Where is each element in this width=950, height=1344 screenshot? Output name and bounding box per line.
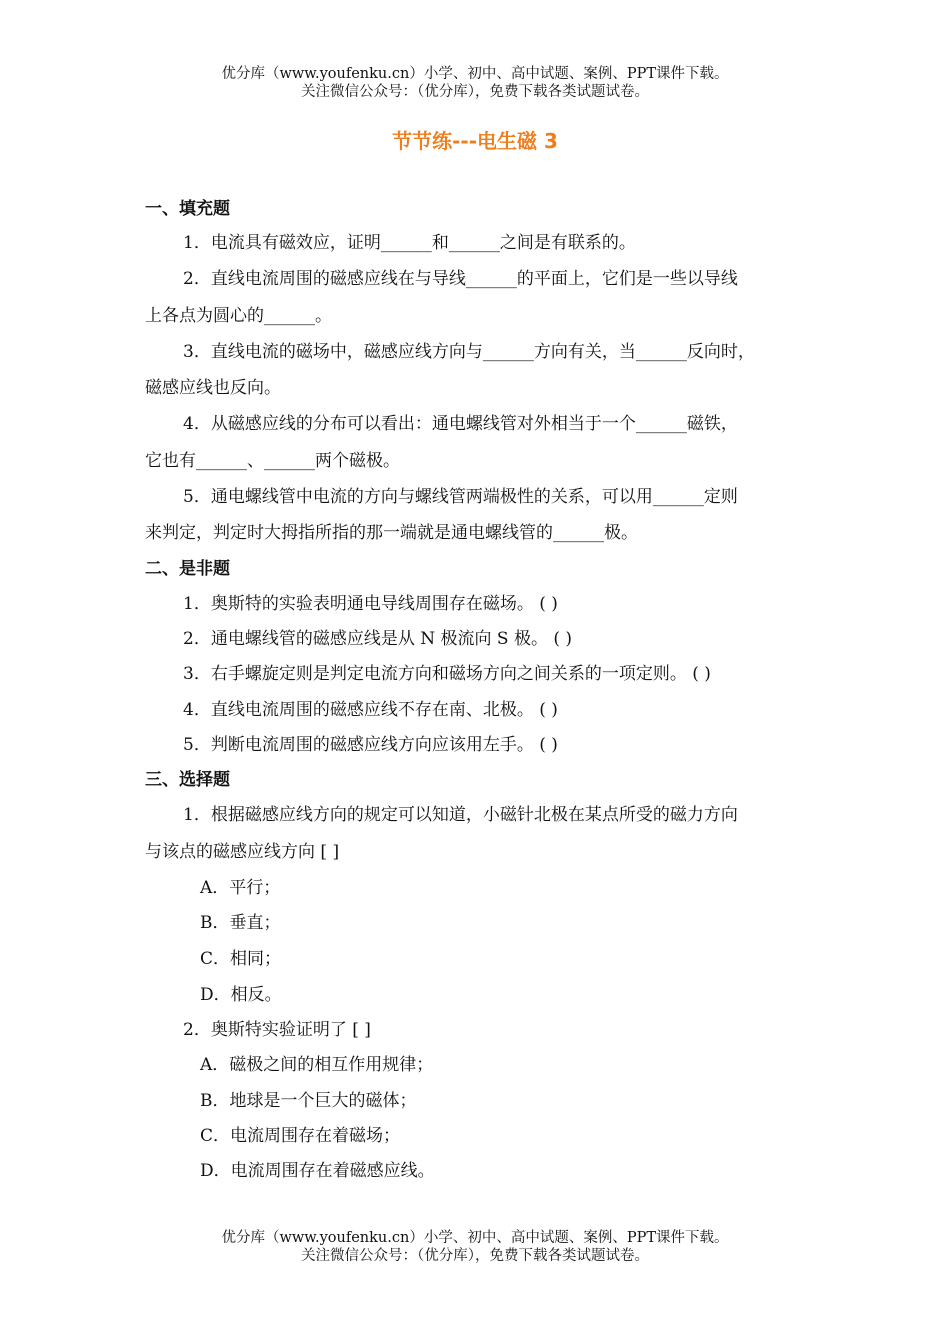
- choice-1-option-b: B．垂直；: [200, 913, 281, 933]
- fill-question-2-cont: 上各点为圆心的______。: [145, 306, 332, 326]
- choice-1-option-c: C．相同；: [200, 949, 282, 969]
- section-heading-fill: 一、填充题: [145, 199, 230, 219]
- tf-question-2: 2．通电螺线管的磁感应线是从 N 极流向 S 极。 ( ): [183, 629, 573, 649]
- section-heading-true-false: 二、是非题: [145, 559, 230, 579]
- page-title: 节节练---电生磁 3: [392, 129, 558, 153]
- fill-question-4-cont: 它也有______、______两个磁极。: [145, 451, 400, 471]
- header-line-2: 关注微信公众号：（优分库），免费下载各类试题试卷。: [301, 84, 649, 100]
- fill-question-3-cont: 磁感应线也反向。: [145, 378, 281, 398]
- tf-question-3: 3．右手螺旋定则是判定电流方向和磁场方向之间关系的一项定则。 ( ): [183, 664, 711, 684]
- fill-question-4: 4．从磁感应线的分布可以看出：通电螺线管对外相当于一个______磁铁，: [183, 414, 738, 434]
- choice-2-option-b: B．地球是一个巨大的磁体；: [200, 1091, 417, 1111]
- footer-line-1: 优分库（www.youfenku.cn）小学、初中、高中试题、案例、PPT课件下载。: [221, 1230, 729, 1246]
- choice-1-option-a: A．平行；: [200, 878, 281, 898]
- tf-question-4: 4．直线电流周围的磁感应线不存在南、北极。 ( ): [183, 700, 558, 720]
- choice-1-option-d: D．相反。: [200, 985, 282, 1005]
- fill-question-3: 3．直线电流的磁场中，磁感应线方向与______方向有关，当______反向时，: [183, 342, 755, 362]
- tf-question-1: 1．奥斯特的实验表明通电导线周围存在磁场。 ( ): [183, 594, 558, 614]
- choice-question-2: 2．奥斯特实验证明了 [ ]: [183, 1020, 371, 1040]
- choice-2-option-d: D．电流周围存在着磁感应线。: [200, 1161, 435, 1181]
- tf-question-5: 5．判断电流周围的磁感应线方向应该用左手。 ( ): [183, 735, 558, 755]
- choice-2-option-a: A．磁极之间的相互作用规律；: [200, 1055, 434, 1075]
- fill-question-5-cont: 来判定，判定时大拇指所指的那一端就是通电螺线管的______极。: [145, 523, 638, 543]
- fill-question-5: 5．通电螺线管中电流的方向与螺线管两端极性的关系，可以用______定则: [183, 487, 738, 507]
- choice-2-option-c: C．电流周围存在着磁场；: [200, 1126, 401, 1146]
- header-line-1: 优分库（www.youfenku.cn）小学、初中、高中试题、案例、PPT课件下载。: [221, 66, 729, 82]
- fill-question-2: 2．直线电流周围的磁感应线在与导线______的平面上，它们是一些以导线: [183, 269, 738, 289]
- choice-question-1: 1．根据磁感应线方向的规定可以知道，小磁针北极在某点所受的磁力方向: [183, 805, 738, 825]
- fill-question-1: 1．电流具有磁效应，证明______和______之间是有联系的。: [183, 233, 636, 253]
- section-heading-choice: 三、选择题: [145, 770, 230, 790]
- choice-question-1-cont: 与该点的磁感应线方向 [ ]: [145, 842, 340, 862]
- footer-line-2: 关注微信公众号：（优分库），免费下载各类试题试卷。: [301, 1248, 649, 1264]
